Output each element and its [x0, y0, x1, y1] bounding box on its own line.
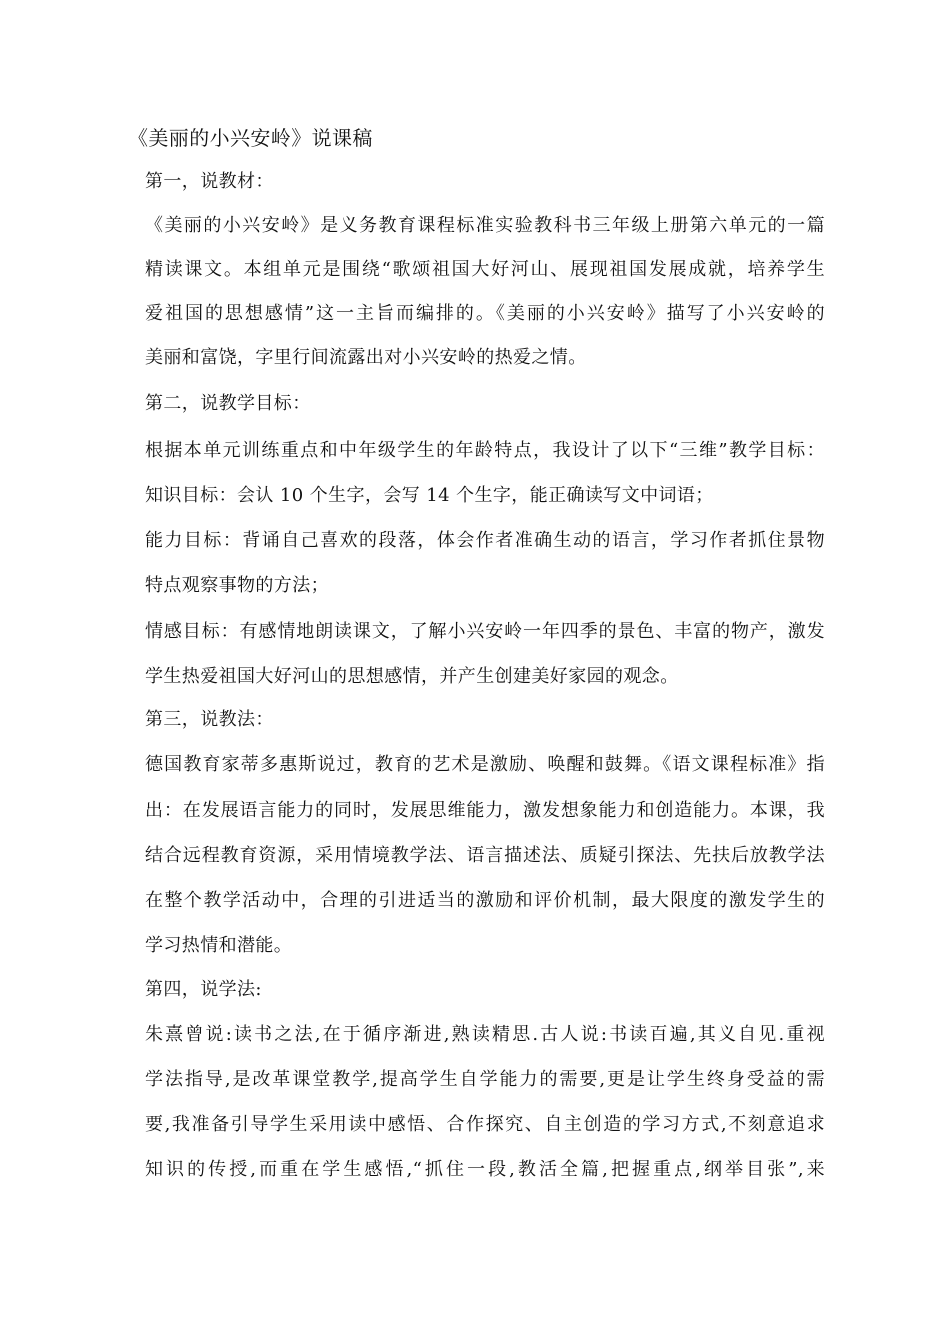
text-line: 特点观察事物的方法；: [145, 575, 329, 596]
text-line: 爱祖国的思想感情”这一主旨而编排的。《美丽的小兴安岭》描写了小兴安岭的: [145, 303, 825, 324]
text-line: 出：在发展语言能力的同时，发展思维能力，激发想象能力和创造能力。本课，我: [145, 800, 825, 821]
text-line: 情感目标：有感情地朗读课文，了解小兴安岭一年四季的景色、丰富的物产，激发: [145, 621, 825, 642]
text-line: 精读课文。本组单元是围绕“歌颂祖国大好河山、展现祖国发展成就，培养学生: [145, 259, 825, 280]
section-heading-2: 第二，说教学目标：: [145, 393, 311, 414]
section-heading-4: 第四，说学法:: [145, 979, 262, 1000]
text-line: 《美丽的小兴安岭》是义务教育课程标准实验教科书三年级上册第六单元的一篇: [145, 215, 825, 236]
section-heading-1: 第一，说教材：: [145, 171, 274, 192]
section-heading-3: 第三，说教法：: [145, 709, 274, 730]
text-line: 知识目标：会认 10 个生字，会写 14 个生字，能正确读写文中词语；: [145, 485, 714, 506]
text-line: 德国教育家蒂多惠斯说过，教育的艺术是激励、唤醒和鼓舞。《语文课程标准》指: [145, 754, 825, 775]
text-line: 学生热爱祖国大好河山的思想感情，并产生创建美好家园的观念。: [145, 666, 679, 687]
text-line: 学法指导,是改革课堂教学,提高学生自学能力的需要,更是让学生终身受益的需: [145, 1069, 825, 1090]
text-line: 结合远程教育资源，采用情境教学法、语言描述法、质疑引探法、先扶后放教学法: [145, 845, 825, 866]
text-line: 知识的传授,而重在学生感悟,“抓住一段,教活全篇,把握重点,纲举目张”,来: [145, 1159, 825, 1180]
text-line: 朱熹曾说:读书之法,在于循序渐进,熟读精思.古人说:书读百遍,其义自见.重视: [145, 1024, 825, 1045]
text-line: 根据本单元训练重点和中年级学生的年龄特点，我设计了以下“三维”教学目标：: [145, 440, 825, 461]
document-title: 《美丽的小兴安岭》说课稿: [128, 126, 373, 150]
text-line: 美丽和富饶，字里行间流露出对小兴安岭的热爱之情。: [145, 347, 587, 368]
text-line: 能力目标：背诵自己喜欢的段落，体会作者准确生动的语言，学习作者抓住景物: [145, 530, 825, 551]
text-line: 在整个教学活动中，合理的引进适当的激励和评价机制，最大限度的激发学生的: [145, 890, 825, 911]
text-line: 要,我准备引导学生采用读中感悟、合作探究、自主创造的学习方式,不刻意追求: [145, 1114, 825, 1135]
text-line: 学习热情和潜能。: [145, 935, 293, 956]
